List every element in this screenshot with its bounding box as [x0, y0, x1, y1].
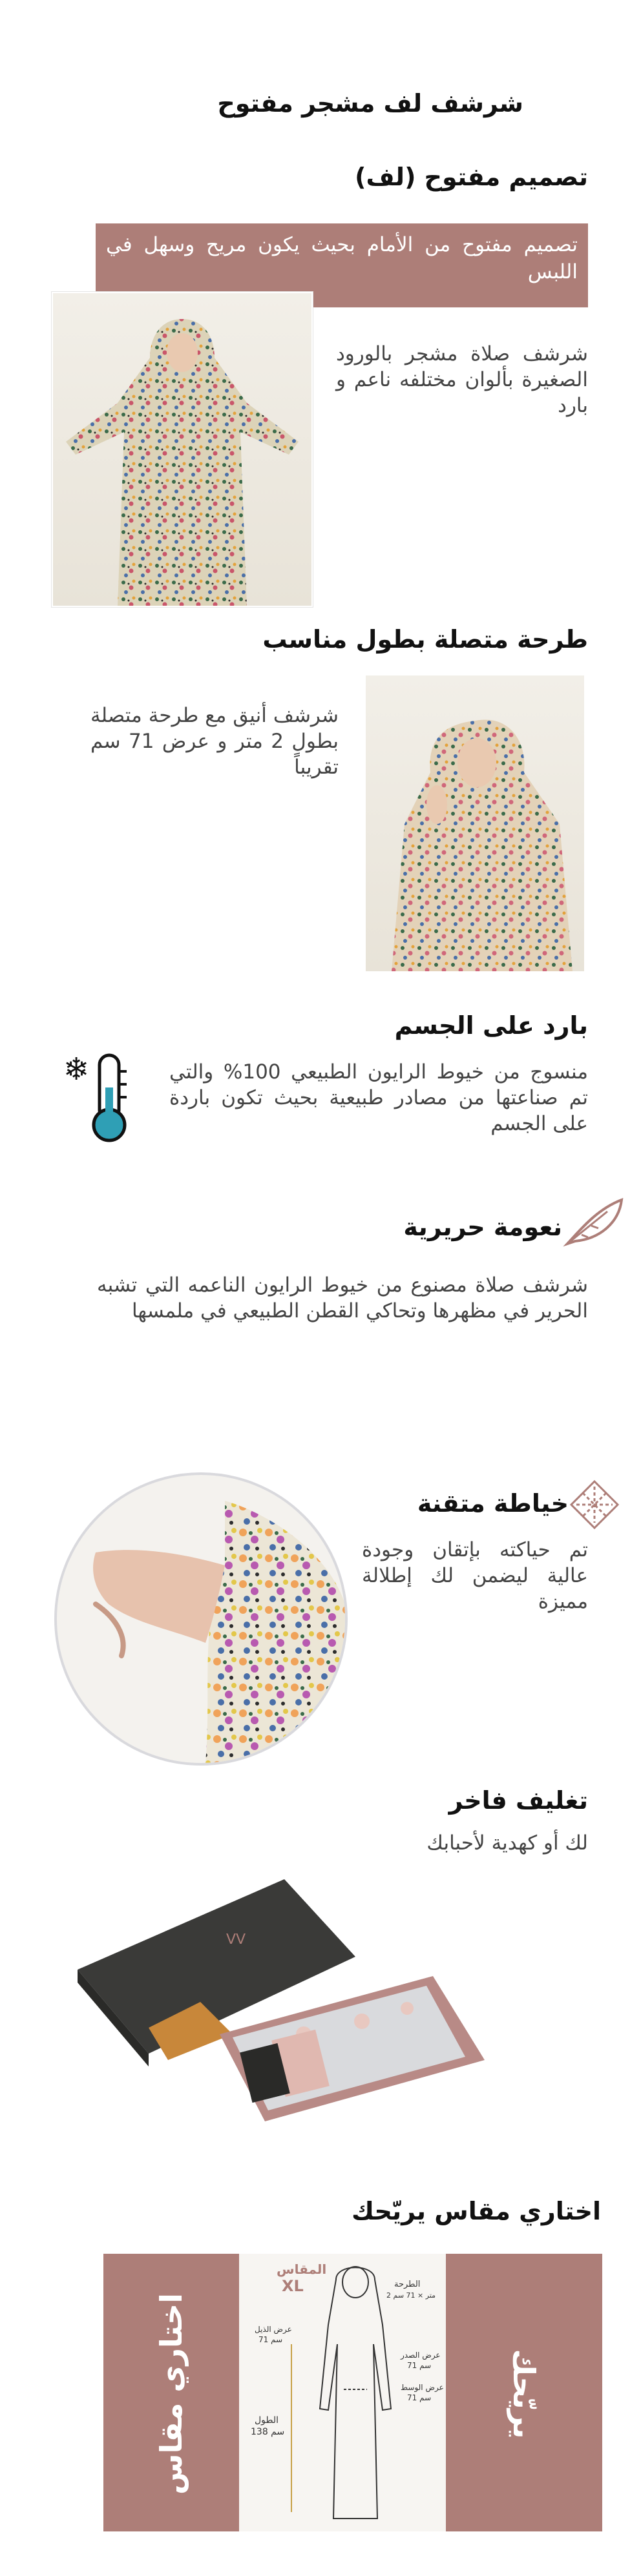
- hem-label: عرض الذيل: [255, 2325, 292, 2334]
- section-body-packaging: لك أو كهدية لأحبابك: [426, 1831, 588, 1855]
- feather-icon: [562, 1196, 627, 1248]
- svg-text:❄: ❄: [63, 1051, 90, 1087]
- section-heading-cool: بارد على الجسم: [394, 1011, 588, 1040]
- size-chart-left-text: اختاري مقاس: [154, 2293, 189, 2495]
- section-heading-packaging: تغليف فاخر: [448, 1786, 588, 1815]
- model-figure-praying: [366, 675, 584, 971]
- size-chart: [103, 2254, 602, 2531]
- hem-value: 71 سم: [258, 2335, 283, 2344]
- length-value: 138 سم: [251, 2427, 285, 2437]
- section-body-open-design: شرشف صلاة مشجر بالورود الصغيرة بألوان مختلفه ناعم و بارد: [336, 342, 588, 417]
- section-heading-open-design: تصميم مفتوح (لف): [355, 163, 588, 191]
- section-heading-attached-tarha: طرحة متصلة بطول مناسب: [262, 625, 588, 654]
- size-chart-right-band: [446, 2254, 602, 2531]
- chest-label: عرض الصدر: [401, 2351, 441, 2360]
- gift-box-photo: [71, 1873, 485, 2125]
- section-body-attached-tarha: شرشف أنيق مع طرحة متصلة بطول 2 متر و عرض 71 سم تقريباً: [90, 704, 339, 779]
- svg-text:ᐯᐯ: ᐯᐯ: [226, 1932, 246, 1948]
- stitch-pattern-icon: [569, 1479, 620, 1530]
- model-figure-front: [53, 293, 311, 606]
- size-label: المقاس: [277, 2262, 327, 2277]
- length-label: الطول: [255, 2415, 279, 2426]
- product-photo-praying: [366, 675, 584, 971]
- waist-value: 71 سم: [407, 2393, 432, 2402]
- sleeve-closeup-photo: [54, 1472, 348, 1766]
- chest-value: 71 سم: [407, 2361, 432, 2370]
- page-title: شرشف لف مشجر مفتوح: [217, 89, 523, 118]
- thermometer-snowflake-icon: [62, 1049, 133, 1146]
- section-heading-silky: نعومة حريرية: [403, 1213, 562, 1241]
- section-body-cool: منسوج من خيوط الرايون الطبيعي 100% والتي تم صناعتها من مصادر طبيعية بحيث تكون باردة على الجسم: [169, 1060, 589, 1135]
- product-photo-full-length: [52, 292, 313, 607]
- section-body-silky: شرشف صلاة مصنوع من خيوط الرايون الناعمه التي تشبه الحرير في مظهرها وتحاكي القطن الطبيعي في ملمسها: [97, 1273, 588, 1323]
- banner-text: تصميم مفتوح من الأمام بحيث يكون مريح وسهل في اللبس: [106, 233, 578, 283]
- size-value: XL: [282, 2277, 304, 2295]
- section-body-stitching: تم حياكته بإتقان وجودة عالية ليضمن لك إطلالة مميزة: [362, 1538, 588, 1613]
- section-heading-size: اختاري مقاس يريّحك: [352, 2197, 601, 2225]
- tarha-label: الطرحة: [394, 2280, 421, 2289]
- dress-outline-diagram: [310, 2260, 401, 2525]
- waist-label: عرض الوسط: [401, 2383, 444, 2392]
- size-figure-panel: [239, 2254, 446, 2531]
- size-chart-left-band: [103, 2254, 239, 2531]
- length-arrow: [291, 2344, 292, 2512]
- section-heading-stitching: خياطة متقنة: [417, 1489, 569, 1518]
- size-chart-right-text: يريّحك: [507, 2349, 541, 2439]
- tarha-value: 2 متر × 71 سم: [386, 2291, 436, 2300]
